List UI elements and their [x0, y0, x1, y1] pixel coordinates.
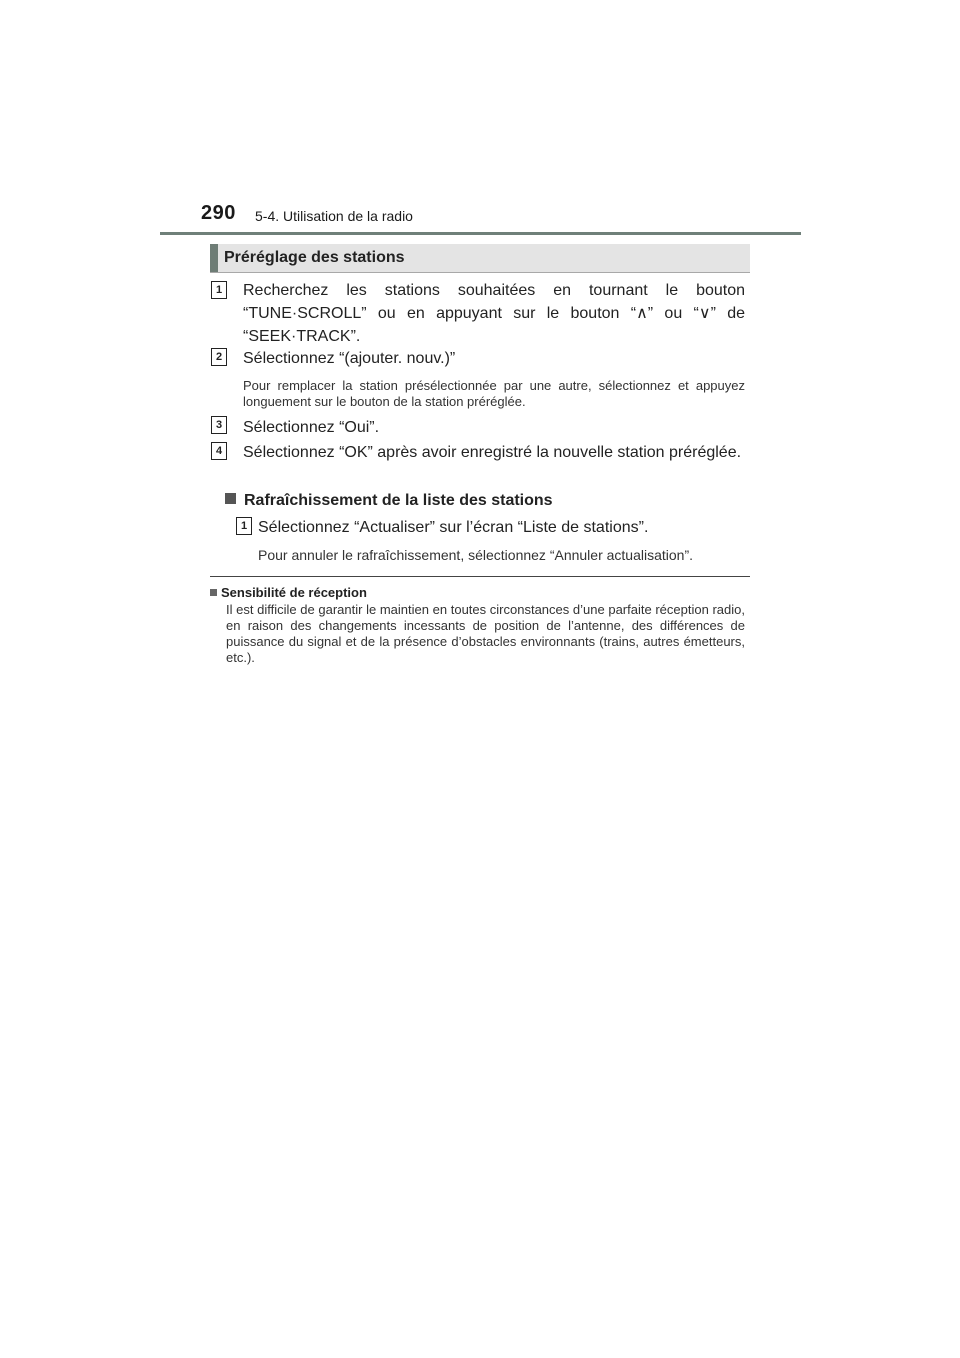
square-bullet-icon — [225, 493, 236, 504]
substep-number-1: 1 — [236, 517, 252, 535]
section-title: Préréglage des stations — [224, 249, 405, 266]
step-number-1: 1 — [211, 281, 227, 299]
section-band — [210, 244, 750, 273]
step-number-4: 4 — [211, 442, 227, 460]
step-2-note: Pour remplacer la station présélectionnée par une autre, sélectionnez et appuyez longuement sur le bouton de la station préréglée. — [243, 378, 745, 409]
step-2-text: Sélectionnez “(ajouter. nouv.)” — [243, 350, 456, 367]
subsection-heading — [225, 492, 553, 510]
info-body: Il est difficile de garantir le maintien en toutes circonstances d’une parfaite réception radio, en raison des changements incessants de position de l’antenne, des différences de puissance du signal et de la présence d’obstacles environnants (trains, autres émetteurs, etc.). — [226, 602, 745, 665]
step-1-text: Recherchez les stations souhaitées en tournant le bouton “TUNE·SCROLL” ou en appuyant sur le bouton “∧” ou “∨” de “SEEK·TRACK”. — [243, 282, 745, 345]
page-number: 290 — [201, 202, 236, 224]
section-label: 5-4. Utilisation de la radio — [255, 208, 413, 224]
info-title: Sensibilité de réception — [221, 585, 367, 600]
step-4-text: Sélectionnez “OK” après avoir enregistré la nouvelle station préréglée. — [243, 444, 742, 461]
info-heading — [210, 585, 367, 600]
section-band-accent — [210, 244, 218, 272]
step-number-2: 2 — [211, 348, 227, 366]
subsection-title: Rafraîchissement de la liste des stations — [244, 492, 553, 509]
step-number-3: 3 — [211, 416, 227, 434]
step-3-text: Sélectionnez “Oui”. — [243, 419, 380, 436]
header-rule — [160, 232, 801, 235]
substep-1-text: Sélectionnez “Actualiser” sur l’écran “Liste de stations”. — [258, 519, 649, 536]
small-square-bullet-icon — [210, 589, 217, 596]
divider — [210, 576, 750, 577]
substep-1-note: Pour annuler le rafraîchissement, sélectionnez “Annuler actualisation”. — [258, 547, 694, 563]
